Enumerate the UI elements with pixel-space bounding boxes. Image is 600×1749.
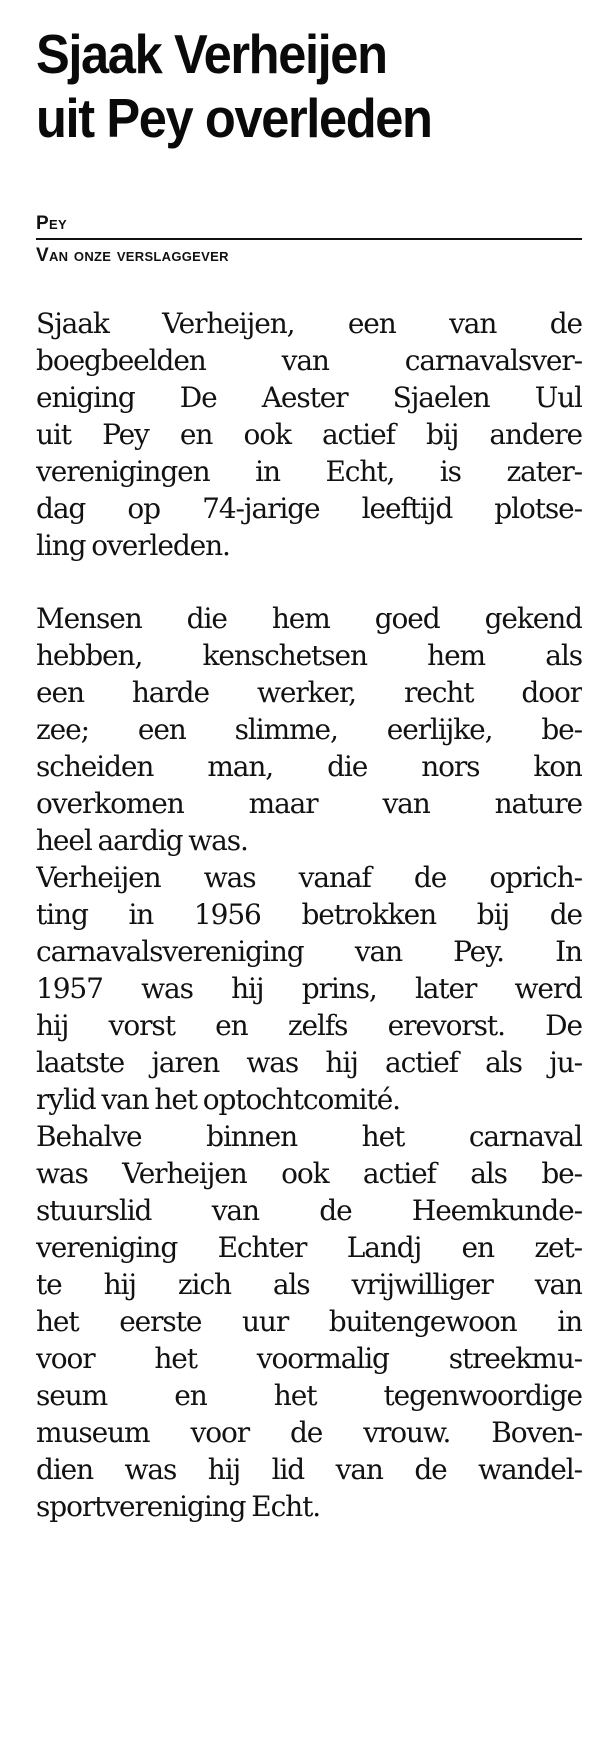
text-line: ling overleden. [36, 529, 230, 562]
text-line: ting in 1956 betrokken bij de [36, 898, 582, 931]
text-line: voor het voormalig streekmu- [36, 1342, 582, 1375]
text-line: overkomen maar van nature [36, 787, 582, 820]
text-line: vereniging Echter Landj en zet- [36, 1231, 582, 1264]
text-line: het eerste uur buitengewoon in [36, 1305, 582, 1338]
text-line: verenigingen in Echt, is zater- [36, 455, 582, 488]
dateline: Pey [36, 213, 582, 240]
text-line: Behalve binnen het carnaval [36, 1120, 582, 1153]
text-line: uit Pey en ook actief bij andere [36, 418, 582, 451]
paragraph-1 [36, 305, 582, 564]
text-line: boegbeelden van carnavalsver- [36, 344, 582, 377]
text-line: zee; een slimme, eerlijke, be- [36, 713, 582, 746]
text-line: hebben, kenschetsen hem als [36, 639, 582, 672]
text-line: scheiden man, die nors kon [36, 750, 582, 783]
text-line: Mensen die hem goed gekend [36, 602, 582, 635]
headline-line-1: Sjaak Verheijen [36, 23, 387, 85]
text-line: rylid van het optochtcomité. [36, 1083, 400, 1116]
text-line: Verheijen was vanaf de oprich- [36, 861, 582, 894]
text-line: stuurslid van de Heemkunde- [36, 1194, 582, 1227]
paragraph-3 [36, 859, 582, 1118]
news-article [36, 22, 581, 1525]
text-line: laatste jaren was hij actief als ju- [36, 1046, 582, 1079]
text-line: hij vorst en zelfs erevorst. De [36, 1009, 582, 1042]
text-line: dien was hij lid van de wandel- [36, 1453, 582, 1486]
text-line: eniging De Aester Sjaelen Uul [36, 381, 582, 414]
text-line: te hij zich als vrijwilliger van [36, 1268, 582, 1301]
headline-line-2: uit Pey overleden [36, 87, 432, 149]
text-line: 1957 was hij prins, later werd [36, 972, 582, 1005]
paragraph-spacer [36, 564, 582, 600]
text-line: museum voor de vrouw. Boven- [36, 1416, 582, 1449]
text-line: dag op 74-jarige leeftijd plotse- [36, 492, 582, 525]
paragraph-2 [36, 600, 582, 859]
byline: Van onze verslaggever [36, 245, 229, 266]
headline [36, 22, 537, 150]
text-line: sportvereniging Echt. [36, 1490, 321, 1523]
article-body [36, 305, 582, 1525]
article-meta [36, 213, 582, 267]
text-line: een harde werker, recht door [36, 676, 582, 709]
text-line: carnavalsvereniging van Pey. In [36, 935, 582, 968]
text-line: heel aardig was. [36, 824, 248, 857]
paragraph-4 [36, 1118, 582, 1525]
text-line: seum en het tegenwoordige [36, 1379, 582, 1412]
text-line: Sjaak Verheijen, een van de [36, 307, 582, 340]
text-line: was Verheijen ook actief als be- [36, 1157, 582, 1190]
